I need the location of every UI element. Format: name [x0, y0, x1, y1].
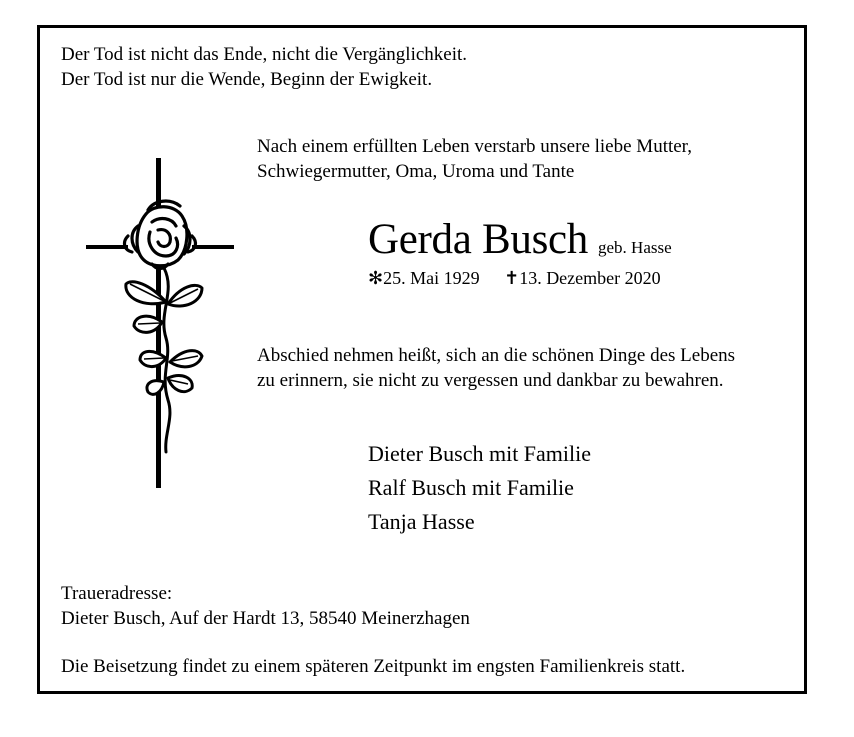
farewell-line-1: Abschied nehmen heißt, sich an die schönen Dinge des Lebens — [257, 345, 736, 366]
address-label: Traueradresse: — [61, 583, 173, 604]
birth-date: 25. Mai 1929 — [383, 268, 480, 288]
burial-note: Die Beisetzung findet zu einem späteren Zeitpunkt im engsten Familienkreis statt. — [61, 656, 686, 677]
maiden-name: geb. Hasse — [598, 238, 672, 257]
mourner-1: Dieter Busch mit Familie — [368, 441, 592, 466]
deceased-name-block — [368, 218, 672, 261]
intro-line-2: Schwiegermutter, Oma, Uroma und Tante — [257, 161, 575, 182]
life-dates — [368, 269, 661, 287]
address-value: Dieter Busch, Auf der Hardt 13, 58540 Meinerzhagen — [61, 608, 470, 629]
death-cross-icon: ✝ — [504, 268, 520, 288]
birth-star-icon: ✻ — [368, 268, 384, 288]
mourner-2: Ralf Busch mit Familie — [368, 475, 574, 500]
cross-with-rose-icon — [80, 152, 240, 492]
death-date: 13. Dezember 2020 — [519, 268, 661, 288]
intro-line-1: Nach einem erfüllten Leben verstarb unsere liebe Mutter, — [257, 136, 692, 157]
mourner-3: Tanja Hasse — [368, 509, 475, 534]
farewell-line-2: zu erinnern, sie nicht zu vergessen und dankbar zu bewahren. — [257, 370, 724, 391]
quote-line-1: Der Tod ist nicht das Ende, nicht die Vergänglichkeit. — [61, 44, 468, 65]
deceased-name: Gerda Busch — [368, 216, 588, 263]
quote-line-2: Der Tod ist nur die Wende, Beginn der Ewigkeit. — [61, 69, 433, 90]
